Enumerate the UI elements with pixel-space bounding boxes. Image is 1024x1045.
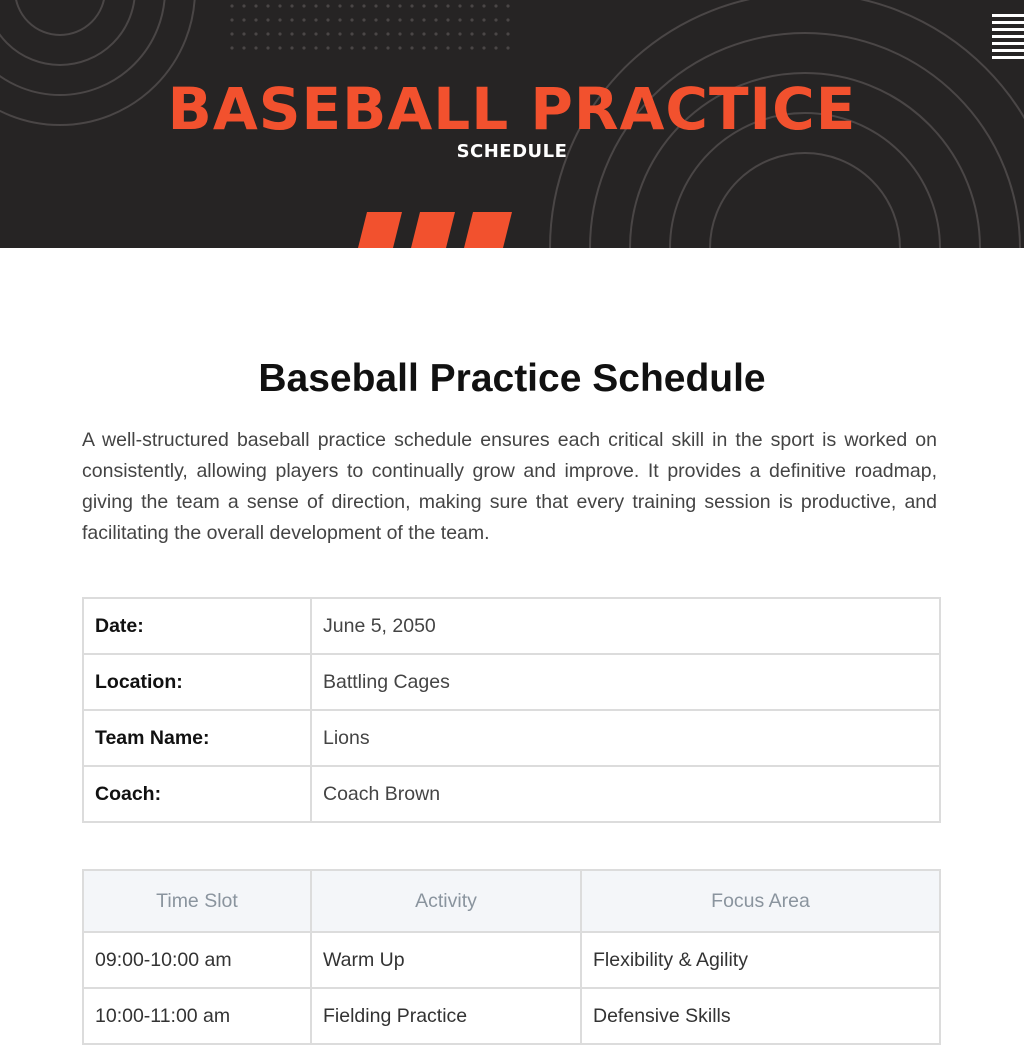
intro-paragraph: A well-structured baseball practice schedule ensures each critical skill in the sport is worked on consistently, allowing players to continually grow and improve. It provides a definitive roadmap, giving the team a sense of direction, making sure that every training session is productive, and facilitating the overall development of the team. bbox=[82, 429, 937, 544]
info-value: June 5, 2050 bbox=[311, 598, 940, 654]
document-title: Baseball Practice Schedule bbox=[258, 357, 766, 400]
info-label: Date: bbox=[83, 598, 311, 654]
info-row-coach bbox=[83, 766, 940, 822]
info-value: Coach Brown bbox=[311, 766, 940, 822]
time-slot-cell: 09:00-10:00 am bbox=[83, 932, 311, 988]
banner-title: BASEBALL PRACTICE bbox=[167, 75, 857, 143]
info-label: Location: bbox=[83, 654, 311, 710]
info-label: Team Name: bbox=[83, 710, 311, 766]
table-row bbox=[83, 932, 940, 988]
banner-subtitle: SCHEDULE bbox=[456, 141, 568, 162]
info-row-team bbox=[83, 710, 940, 766]
column-header-focus-area: Focus Area bbox=[581, 870, 940, 932]
focus-area-cell: Defensive Skills bbox=[581, 988, 940, 1044]
info-label: Coach: bbox=[83, 766, 311, 822]
header-banner bbox=[0, 0, 1024, 248]
column-header-time-slot: Time Slot bbox=[83, 870, 311, 932]
table-row bbox=[83, 988, 940, 1044]
info-value: Lions bbox=[311, 710, 940, 766]
menu-icon[interactable] bbox=[990, 12, 1024, 62]
focus-area-cell: Flexibility & Agility bbox=[581, 932, 940, 988]
time-slot-cell: 10:00-11:00 am bbox=[83, 988, 311, 1044]
info-value: Battling Cages bbox=[311, 654, 940, 710]
column-header-activity: Activity bbox=[311, 870, 581, 932]
info-table bbox=[82, 597, 941, 823]
activity-cell: Fielding Practice bbox=[311, 988, 581, 1044]
info-row-location bbox=[83, 654, 940, 710]
schedule-header-row bbox=[83, 870, 940, 932]
info-row-date bbox=[83, 598, 940, 654]
activity-cell: Warm Up bbox=[311, 932, 581, 988]
schedule-table bbox=[82, 869, 941, 1045]
